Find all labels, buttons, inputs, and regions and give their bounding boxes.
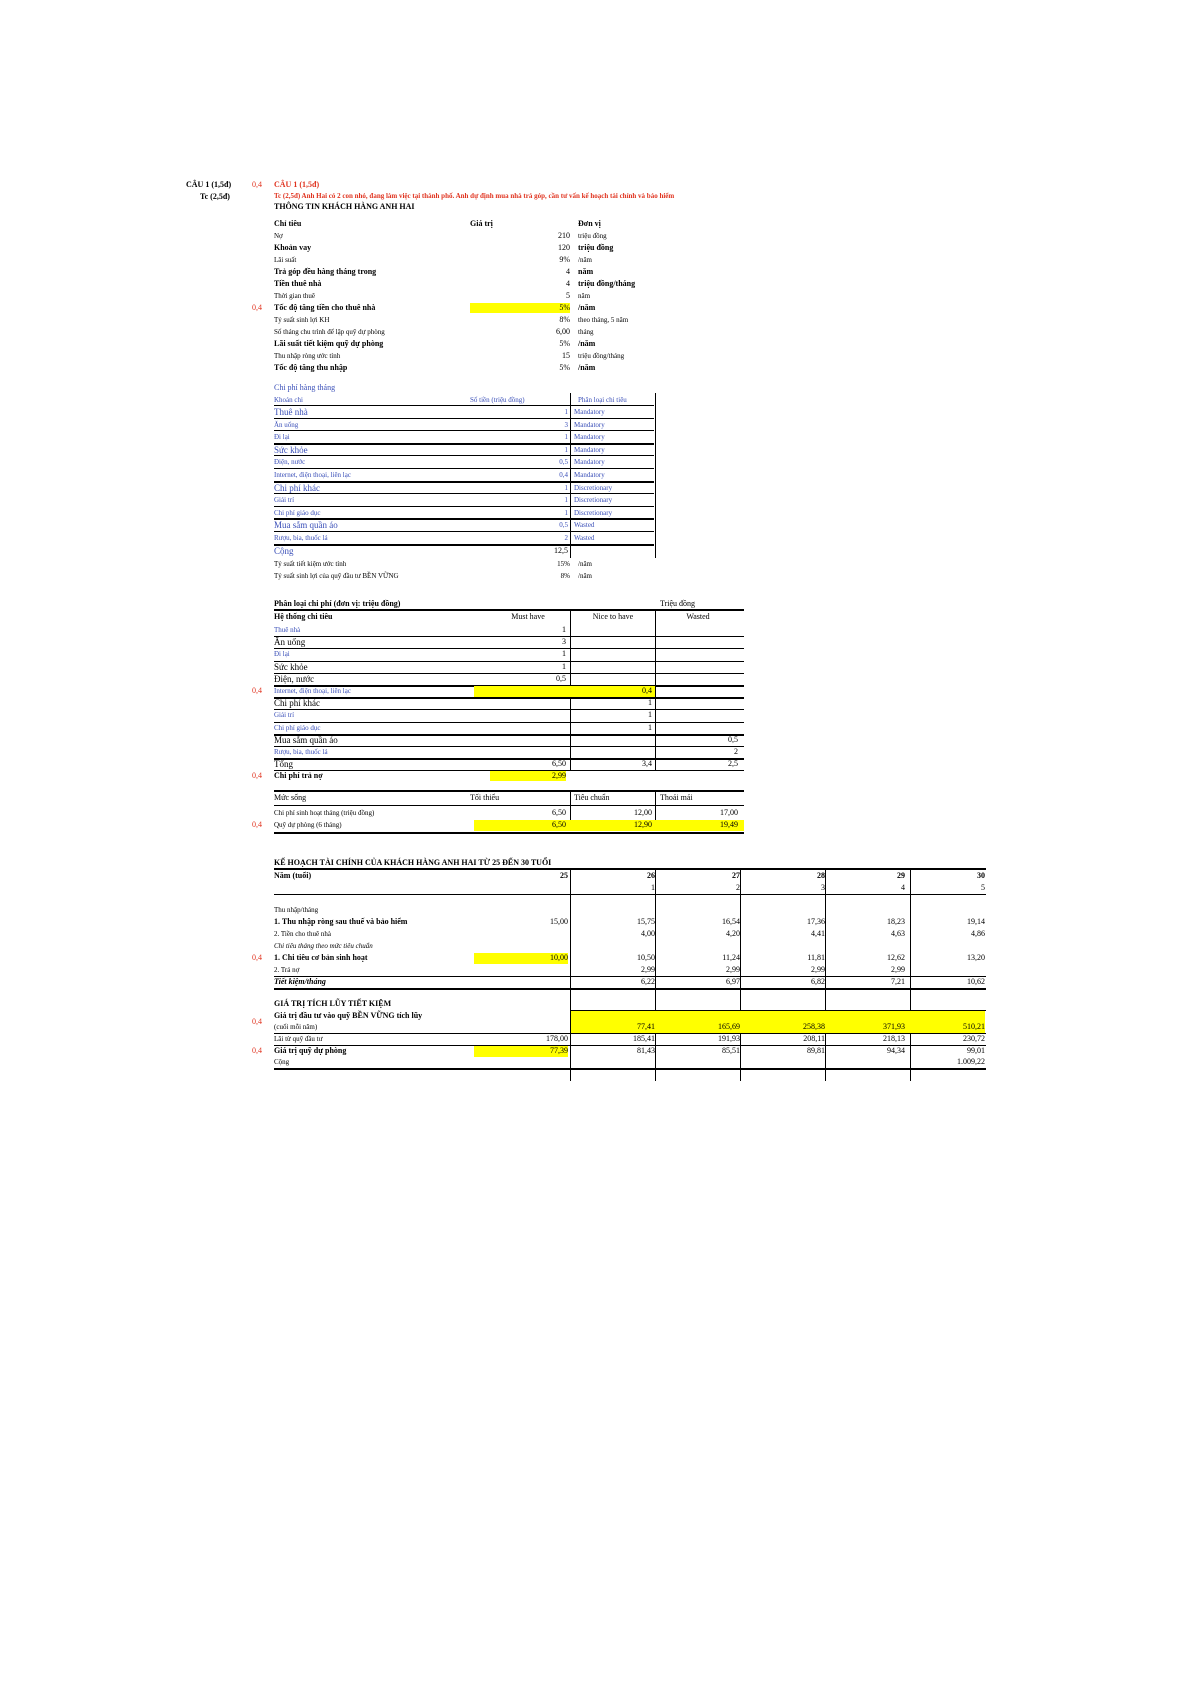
info-row-value: 5% [559, 363, 570, 372]
savings-value: 10,62 [967, 977, 985, 986]
accumulation-subtitle: GIÁ TRỊ TÍCH LŨY TIẾT KIỆM [274, 999, 392, 1008]
rent-value: 4,20 [726, 929, 740, 938]
expense-row-category: Wasted [574, 534, 595, 542]
row-divider [274, 455, 654, 456]
expense-row-value: 2 [564, 534, 568, 542]
expense-row-category: Mandatory [574, 420, 605, 429]
year-value: 26 [647, 871, 655, 880]
expense-row-label: Giải trí [274, 496, 295, 505]
row-divider [274, 493, 654, 494]
loan-cost-label: Chi phí trả nợ [274, 771, 323, 781]
score-marker: 0,4 [252, 180, 262, 189]
reserve-fund-value: 85,51 [722, 1046, 740, 1055]
info-row-value: 5 [566, 291, 570, 300]
info-row-value: 4 [566, 279, 570, 288]
info-row-label: Trả góp đều hàng tháng trong [274, 267, 377, 276]
score-marker: 0,4 [252, 686, 262, 695]
classify-must-value: 0,5 [556, 673, 566, 683]
expense-row-category: Mandatory [574, 458, 605, 467]
row-divider [274, 805, 744, 806]
expense-row-value: 3 [564, 420, 568, 429]
basic-spending-value: 10,00 [550, 953, 568, 962]
score-marker: 0,4 [252, 953, 262, 962]
fund-value: 77,41 [637, 1022, 655, 1031]
fund-interest-value: 178,00 [546, 1034, 568, 1043]
classify-unit: Triệu đồng [660, 599, 696, 608]
expense-row-label: Điện, nước [274, 458, 306, 467]
targets-comfort-value: 17,00 [720, 808, 738, 817]
classify-row-label: Internet, điện thoại, liên lạc [274, 687, 351, 695]
expense-row-label: Ăn uống [274, 420, 299, 429]
classify-header-wasted: Wasted [686, 612, 710, 621]
classify-row-label: Tổng [274, 759, 293, 770]
info-row-label: Tốc độ tăng thu nhập [274, 363, 348, 372]
info-row-value: 210 [558, 231, 570, 240]
targets-header-min: Tối thiểu [470, 793, 500, 802]
classify-must-value: 3 [562, 637, 566, 647]
year-index: 3 [821, 883, 825, 892]
year-value: 25 [560, 871, 568, 880]
info-row-value: 5% [470, 303, 570, 313]
expense-extra-label: Tỷ suất tiết kiệm ước tính [274, 559, 347, 568]
basic-spending-value: 13,20 [967, 953, 985, 962]
reserve-row-label: Quỹ dự phòng (6 tháng) [274, 821, 342, 829]
expenses-header-value: Số tiền (triệu đồng) [470, 396, 525, 404]
info-row-unit: /năm [578, 339, 596, 348]
classify-title: Phân loại chi phí (đơn vị: triệu đồng) [274, 599, 401, 608]
expense-row-value: 1 [564, 408, 568, 416]
info-row-label: Tỷ suất sinh lợi KH [274, 316, 330, 324]
expense-row-value: 0,5 [559, 521, 568, 530]
expense-row-category: Mandatory [574, 471, 605, 479]
expenses-header-label: Khoản chi [274, 396, 303, 404]
targets-header-std: Tiêu chuẩn [574, 793, 610, 802]
classify-row-label: Mua sắm quần áo [274, 734, 338, 745]
savings-row-label: Tiết kiệm/tháng [274, 977, 326, 986]
column-divider [740, 869, 741, 1081]
row-divider [274, 988, 986, 990]
fund-interest-label: Lãi từ quỹ đầu tư [274, 1035, 323, 1043]
classify-wasted-value: 2,5 [728, 759, 738, 769]
reserve-fund-value: 77,39 [550, 1046, 568, 1055]
expense-row-value: 1 [564, 508, 568, 517]
expense-row-label: Rượu, bia, thuốc lá [274, 534, 328, 542]
expense-row-label: Đi lại [274, 433, 290, 442]
info-row-unit: năm [578, 267, 594, 276]
info-row-unit: triệu đồng [578, 232, 607, 240]
row-divider [274, 430, 654, 431]
row-divider [274, 418, 654, 419]
savings-value: 6,22 [641, 977, 655, 986]
section-title: THÔNG TIN KHÁCH HÀNG ANH HAI [274, 202, 415, 211]
basic-spending-value: 11,24 [722, 953, 740, 962]
expense-row-category: Discretionary [574, 496, 613, 505]
reserve-min-value: 6,50 [552, 820, 566, 829]
savings-value: 7,21 [891, 977, 905, 986]
info-header-value: Giá trị [470, 219, 493, 228]
fund-row-sublabel: (cuối mỗi năm) [274, 1023, 318, 1031]
income-value: 19,14 [967, 917, 985, 926]
classify-must-value: 1 [562, 661, 566, 671]
year-index: 5 [981, 883, 985, 892]
rent-row-label: 2. Tiền cho thuê nhà [274, 930, 331, 938]
expense-row-label: Chi phí khác [274, 482, 320, 493]
question-label: CÂU 1 (1,5đ) [186, 180, 232, 189]
info-row-unit: triệu đồng/tháng [578, 352, 625, 360]
targets-min-value: 6,50 [552, 808, 566, 817]
expense-row-label: Internet, điện thoại, liên lạc [274, 471, 351, 479]
total-value: 1.009,22 [957, 1057, 985, 1066]
debt-value: 2,99 [641, 965, 655, 974]
info-header-label: Chỉ tiêu [274, 219, 302, 228]
reserve-fund-value: 94,34 [887, 1046, 905, 1055]
targets-header-comfort: Thoải mái [660, 793, 693, 802]
expense-row-label: Thuê nhà [274, 407, 308, 417]
info-row-unit: triệu đồng [578, 243, 614, 252]
fund-interest-value: 230,72 [963, 1034, 985, 1043]
rent-value: 4,63 [891, 929, 905, 938]
score-marker: 0,4 [252, 303, 262, 312]
row-divider [274, 531, 654, 532]
info-row-label: Tiền thuê nhà [274, 279, 322, 288]
score-marker: 0,4 [252, 1017, 262, 1026]
expense-row-category: Mandatory [574, 445, 605, 454]
loan-cost-value: 2,99 [490, 771, 566, 781]
classify-header-must: Must have [511, 612, 545, 621]
spending-subtitle: Chi tiêu tháng theo mức tiêu chuẩn [274, 942, 373, 950]
question-title: CÂU 1 (1,5đ) [274, 180, 320, 189]
expense-row-category: Wasted [574, 521, 595, 530]
year-value: 30 [977, 871, 985, 880]
income-subtitle: Thu nhập/tháng [274, 906, 319, 914]
classify-row-label: Rượu, bia, thuốc lá [274, 748, 328, 756]
debt-row-label: 2. Trả nợ [274, 966, 300, 974]
classify-row-label: Điện, nước [274, 673, 315, 684]
expenses-title: Chi phí hàng tháng [274, 383, 336, 392]
expenses-header-cat: Phân loại chi tiêu [578, 396, 627, 404]
reserve-fund-label: Giá trị quỹ dự phòng [274, 1046, 347, 1055]
info-row-label: Tốc độ tăng tiền cho thuê nhà [274, 303, 376, 312]
info-row-label: Nợ [274, 232, 283, 240]
fund-interest-value: 218,13 [883, 1034, 905, 1043]
classify-header-label: Hệ thống chi tiêu [274, 612, 333, 621]
info-row-value: 8% [559, 315, 570, 324]
score-marker: 0,4 [252, 1046, 262, 1055]
income-value: 16,54 [722, 917, 740, 926]
income-row-label: 1. Thu nhập ròng sau thuế và bảo hiểm [274, 917, 408, 926]
row-divider [274, 697, 744, 699]
info-row-label: Thời gian thuê [274, 292, 316, 300]
expense-row-value: 1 [564, 496, 568, 505]
row-divider [274, 1068, 986, 1070]
plan-title: KẾ HOẠCH TÀI CHÍNH CỦA KHÁCH HÀNG ANH HAI TỪ 25 ĐẾN 30 TUỔI [274, 858, 552, 867]
classify-row-label: Ăn uống [274, 637, 306, 648]
basic-spending-value: 10,50 [637, 953, 655, 962]
info-row-unit: /năm [578, 363, 596, 372]
expense-row-category: Discretionary [574, 508, 613, 517]
classify-nice-value: 3,4 [642, 759, 652, 769]
targets-std-value: 12,00 [634, 808, 652, 817]
year-value: 28 [817, 871, 825, 880]
info-row-unit: theo tháng, 5 năm [578, 316, 629, 324]
classify-nice-value: 1 [648, 710, 652, 720]
classify-row-label: Chi phí khác [274, 698, 320, 709]
info-header-unit: Đơn vị [578, 219, 601, 228]
year-index: 1 [651, 883, 655, 892]
info-row-value: 6,00 [556, 327, 570, 336]
row-divider [274, 722, 744, 723]
classify-nice-value: 1 [648, 722, 652, 732]
info-row-value: 120 [558, 243, 570, 252]
fund-value: 165,69 [718, 1022, 740, 1031]
info-row-label: Lãi suất tiết kiệm quỹ dự phòng [274, 339, 384, 348]
classify-wasted-value: 0,5 [728, 734, 738, 744]
classify-nice-value: 0,4 [642, 686, 652, 695]
debt-value: 2,99 [811, 965, 825, 974]
expense-row-category: Mandatory [574, 433, 605, 442]
score-marker: 0,4 [252, 771, 262, 781]
income-value: 15,00 [550, 917, 568, 926]
savings-value: 6,82 [811, 977, 825, 986]
expense-row-value: 1 [564, 445, 568, 454]
question-text: Tc (2,5đ) Anh Hai có 2 con nhỏ, đang làm việc tại thành phố. Anh dự định mua nhà trả góp, cần tư vấn kế hoạch tài chính và bảo hiểm [274, 192, 675, 200]
expense-extra-value: 8% [560, 571, 570, 580]
info-row-unit: /năm [578, 256, 592, 264]
expense-row-category: Mandatory [574, 408, 605, 416]
expense-extra-unit: /năm [578, 571, 592, 580]
classify-header-nice: Nice to have [592, 612, 634, 621]
info-row-value: 15 [562, 351, 570, 360]
fund-interest-value: 208,11 [803, 1034, 825, 1043]
classify-must-value: 1 [562, 625, 566, 634]
column-divider [655, 869, 656, 1081]
expense-row-value: 1 [564, 483, 568, 492]
column-divider [570, 869, 571, 1081]
reserve-fund-value: 99,01 [967, 1046, 985, 1055]
income-value: 18,23 [887, 917, 905, 926]
info-row-label: Khoản vay [274, 243, 312, 252]
expense-row-label: Sức khỏe [274, 444, 308, 455]
year-index: 2 [736, 883, 740, 892]
info-row-value: 5% [559, 339, 570, 348]
fund-row-label: Giá trị đầu tư vào quỹ BỀN VỮNG tích lũy [274, 1011, 423, 1020]
column-divider [825, 869, 826, 1081]
reserve-fund-value: 81,43 [637, 1046, 655, 1055]
classify-must-value: 6,50 [552, 759, 566, 769]
fund-interest-value: 185,41 [633, 1034, 655, 1043]
classify-row-label: Sức khỏe [274, 661, 308, 672]
expense-row-value: 0,5 [559, 458, 568, 467]
info-row-label: Số tháng chu trình để lập quỹ dự phòng [274, 328, 385, 336]
row-divider [274, 544, 654, 546]
info-row-unit: triệu đồng/tháng [578, 279, 636, 288]
rent-value: 4,00 [641, 929, 655, 938]
savings-value: 6,97 [726, 977, 740, 986]
classify-row-label: Giải trí [274, 711, 295, 720]
expense-row-value: 1 [564, 433, 568, 442]
classify-nice-value: 1 [648, 698, 652, 708]
row-divider [274, 868, 986, 870]
info-row-label: Thu nhập ròng ước tính [274, 352, 341, 360]
expense-row-category: Discretionary [574, 483, 613, 492]
expense-total-label: Cộng [274, 545, 294, 556]
year-index: 4 [901, 883, 905, 892]
info-row-unit: /năm [578, 303, 596, 312]
expense-extra-unit: /năm [578, 559, 592, 568]
classify-row-label: Đi lại [274, 650, 290, 659]
years-label: Năm (tuổi) [274, 871, 312, 880]
row-divider [274, 405, 654, 406]
info-row-unit: tháng [578, 328, 594, 336]
row-divider [274, 468, 654, 469]
row-divider [274, 894, 986, 895]
classify-wasted-value: 2 [734, 747, 738, 756]
total-row-label: Cộng [274, 1058, 290, 1066]
row-divider [274, 709, 744, 710]
expense-row-label: Mua sắm quần áo [274, 520, 338, 531]
expense-row-label: Chi phí giáo dục [274, 508, 321, 517]
row-divider [274, 506, 654, 507]
expense-extra-value: 15% [557, 559, 570, 568]
income-value: 15,75 [637, 917, 655, 926]
row-divider [274, 790, 744, 792]
fund-value: 371,93 [883, 1022, 905, 1031]
score-marker: 0,4 [252, 820, 262, 829]
info-row-value: 9% [559, 255, 570, 264]
info-row-unit: năm [578, 292, 591, 300]
expense-extra-label: Tỷ suất sinh lợi của quỹ đầu tư BỀN VỮNG [274, 571, 399, 580]
basic-spending-value: 11,81 [807, 953, 825, 962]
reserve-std-value: 12,90 [634, 820, 652, 829]
column-divider [655, 393, 656, 558]
income-value: 17,36 [807, 917, 825, 926]
expense-total-value: 12,5 [554, 545, 568, 555]
row-divider [274, 609, 744, 611]
info-row-value: 4 [566, 267, 570, 276]
rent-value: 4,41 [811, 929, 825, 938]
targets-header-label: Mức sống [274, 793, 307, 802]
reserve-comfort-value: 19,49 [720, 820, 738, 829]
basic-spending-label: 1. Chi tiêu cơ bản sinh hoạt [274, 953, 368, 962]
classify-must-value: 1 [562, 649, 566, 659]
basic-spending-value: 12,62 [887, 953, 905, 962]
fund-value: 258,38 [803, 1022, 825, 1031]
score-label: Tc (2,5đ) [200, 192, 230, 201]
targets-row-label: Chi phí sinh hoạt tháng (triệu đồng) [274, 809, 375, 817]
fund-value: 510,21 [963, 1022, 985, 1031]
classify-row-label: Chi phí giáo dục [274, 723, 321, 732]
info-row-label: Lãi suất [274, 256, 297, 264]
fund-interest-value: 191,93 [718, 1034, 740, 1043]
row-divider [274, 832, 744, 834]
classify-row-label: Thuê nhà [274, 626, 301, 634]
expense-row-value: 0,4 [559, 471, 568, 479]
year-value: 29 [897, 871, 905, 880]
year-value: 27 [732, 871, 740, 880]
rent-value: 4,86 [971, 929, 985, 938]
debt-value: 2,99 [891, 965, 905, 974]
debt-value: 2,99 [726, 965, 740, 974]
reserve-fund-value: 89,81 [807, 1046, 825, 1055]
